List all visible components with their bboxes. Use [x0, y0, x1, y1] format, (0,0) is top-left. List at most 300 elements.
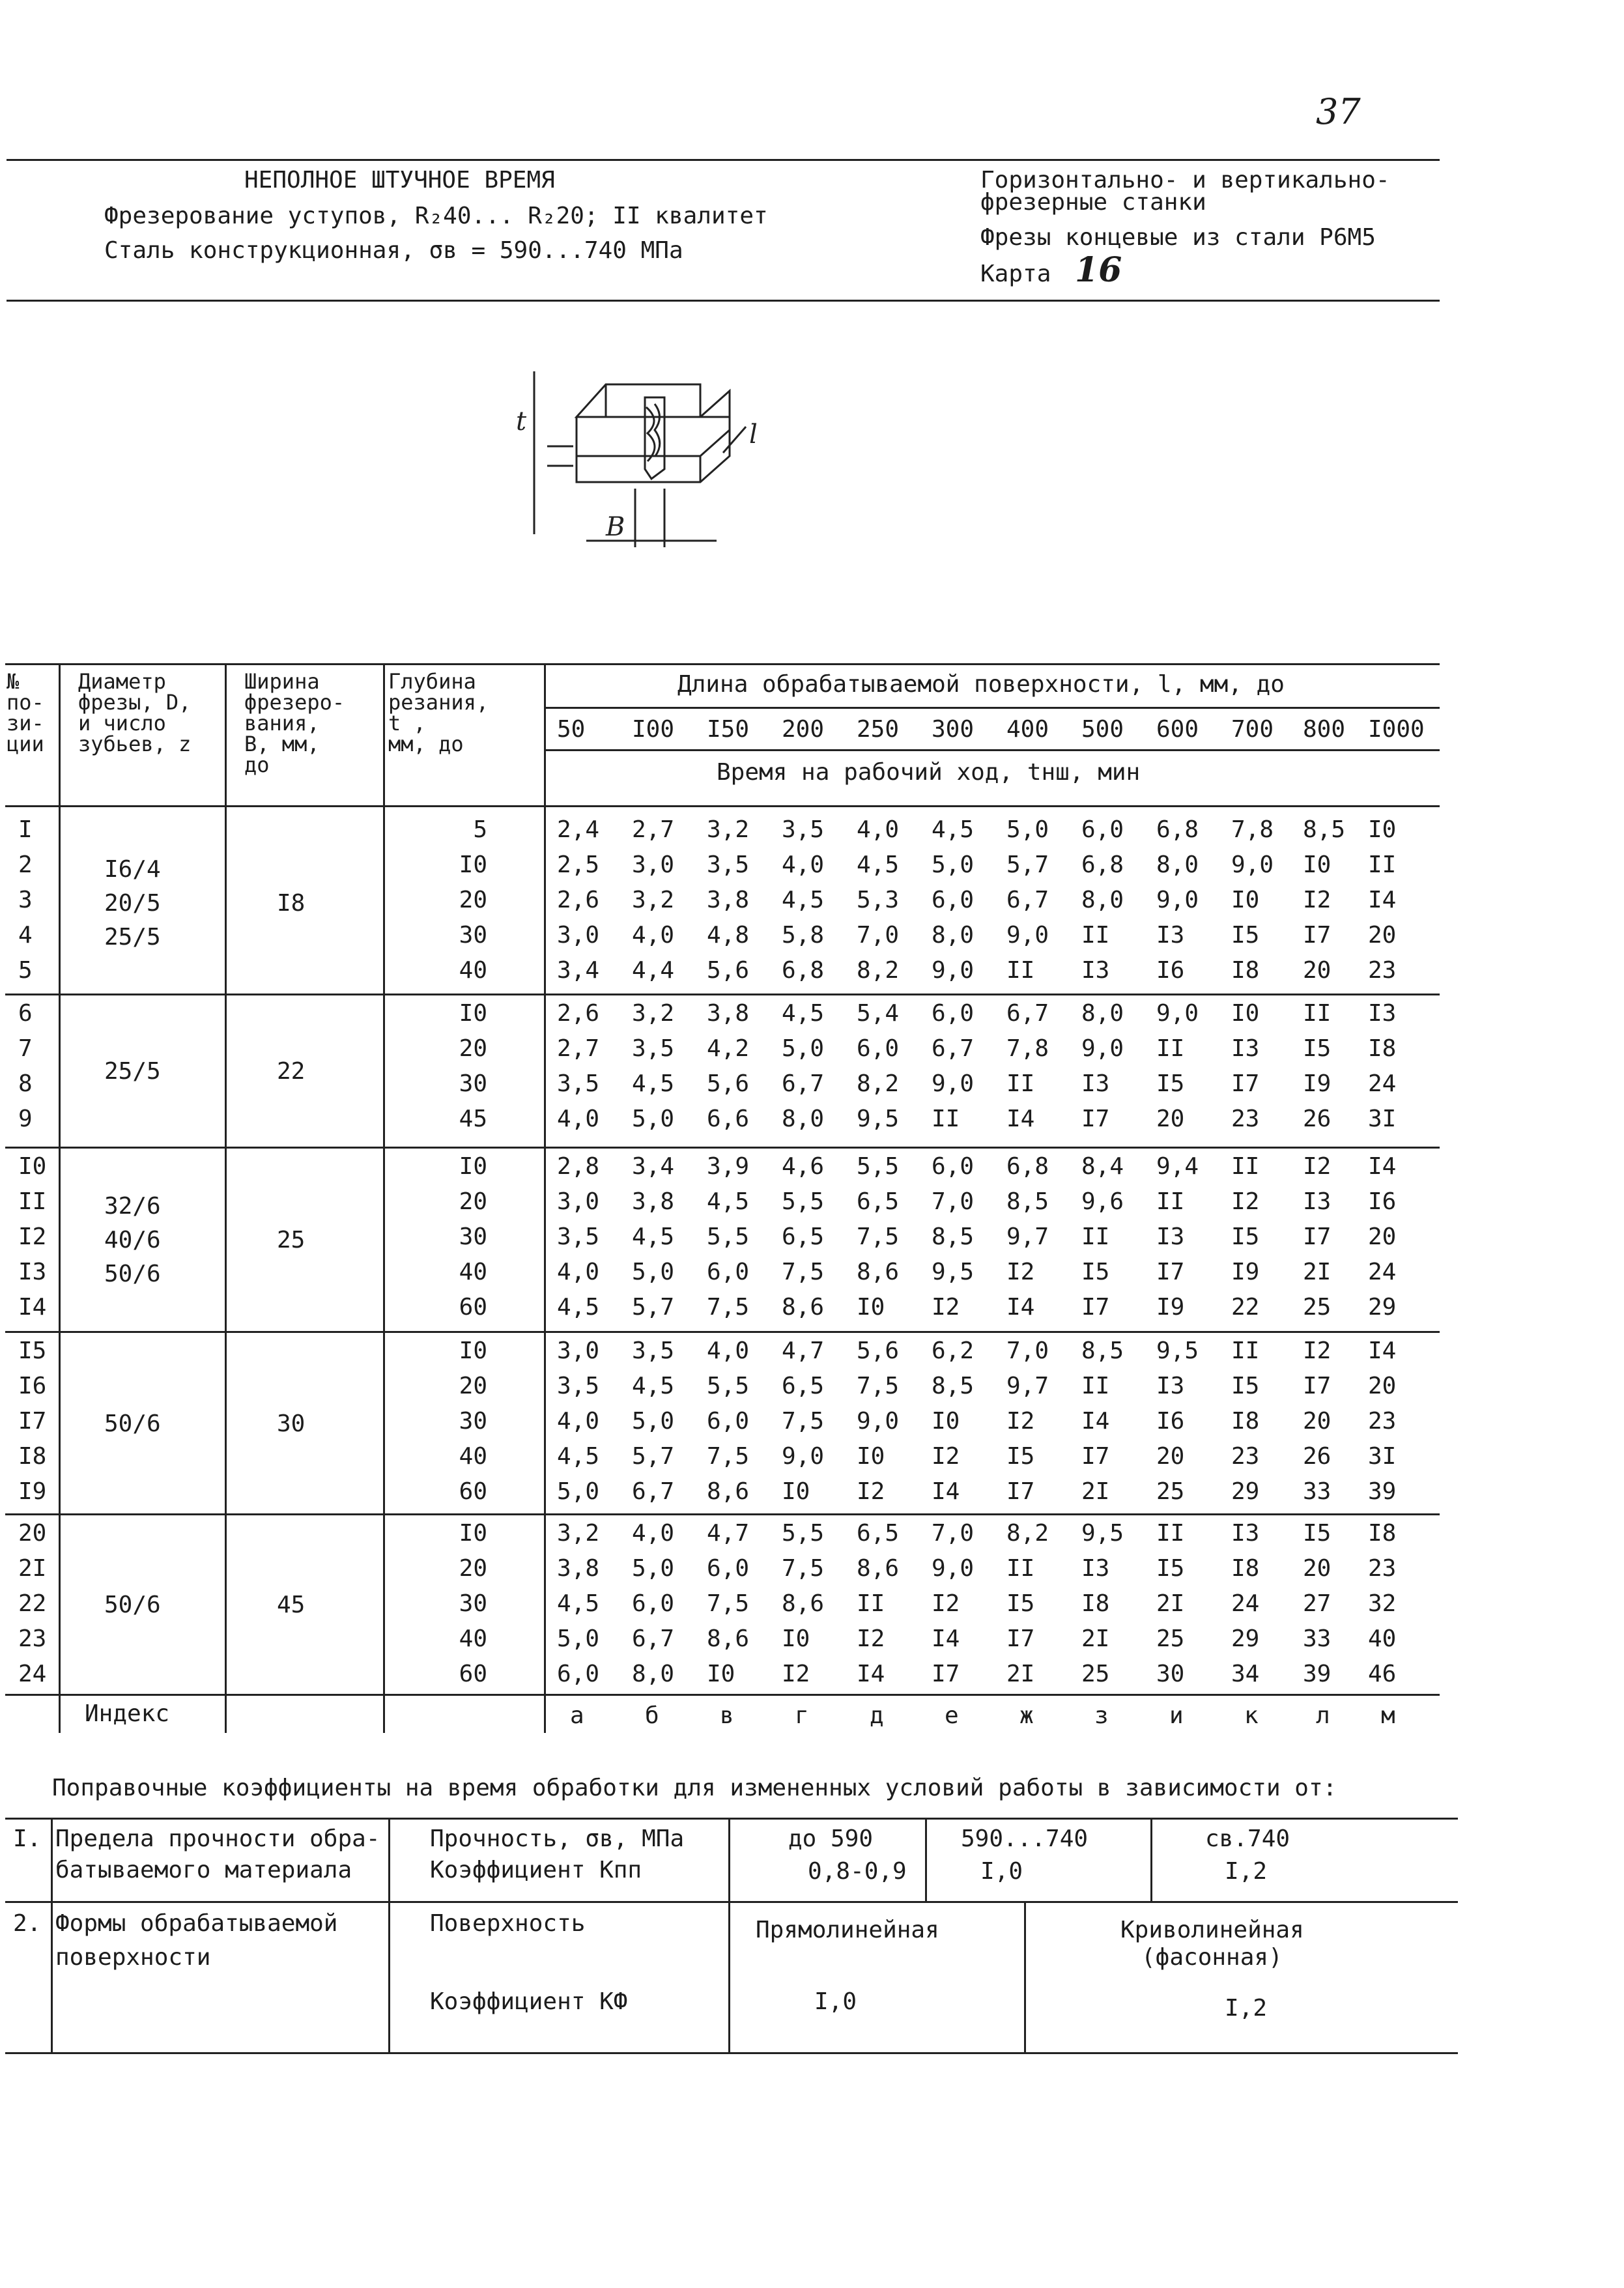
position-number: 22 [18, 1590, 47, 1617]
time-value: 3,0 [557, 922, 600, 949]
time-value: 24 [1368, 1259, 1397, 1285]
header-width: до [244, 752, 270, 777]
position-number: I5 [18, 1337, 47, 1364]
time-value: I4 [1368, 1337, 1397, 1364]
position-number: I7 [18, 1408, 47, 1435]
header-length-title: Длина обрабатываемой поверхности, l, мм, до [677, 671, 1285, 698]
time-value: I7 [932, 1661, 960, 1687]
time-value: 23 [1368, 957, 1397, 984]
group-rule [5, 1513, 1440, 1515]
time-value: 8,4 [1081, 1153, 1124, 1180]
time-value: 26 [1303, 1443, 1332, 1470]
correction-factor: батываемого материала [55, 1857, 352, 1883]
time-value: 33 [1303, 1478, 1332, 1505]
time-value: I3 [1081, 957, 1110, 984]
time-value: 9,0 [1231, 851, 1274, 878]
time-value: 6,0 [707, 1555, 750, 1582]
time-value: 8,2 [857, 1070, 900, 1097]
time-value: I0 [932, 1408, 960, 1435]
header-position: зи- [7, 711, 44, 736]
index-letter: м [1381, 1702, 1395, 1729]
time-value: 3,5 [782, 816, 825, 843]
time-value: I2 [932, 1590, 960, 1617]
time-value: 2,7 [632, 816, 675, 843]
time-value: 8,0 [632, 1661, 675, 1687]
time-value: I5 [1231, 922, 1260, 949]
corrections-mid-rule [5, 1901, 1458, 1903]
time-value: 7,0 [1006, 1337, 1049, 1364]
time-value: 3,8 [632, 1188, 675, 1215]
time-value: 9,5 [1156, 1337, 1199, 1364]
time-value: I9 [1303, 1070, 1332, 1097]
header-depth: мм, до [388, 732, 464, 756]
time-value: I3 [1368, 1000, 1397, 1027]
time-value: 5,6 [707, 1070, 750, 1097]
diagram-label-t: t [516, 407, 527, 436]
time-value: 6,5 [857, 1188, 900, 1215]
time-value: 7,5 [707, 1590, 750, 1617]
depth-value: 30 [459, 1408, 487, 1435]
corr-rule [1024, 1901, 1026, 2052]
depth-value: 20 [459, 1373, 487, 1399]
time-value: 4,5 [557, 1590, 600, 1617]
time-value: 2I [1081, 1625, 1110, 1652]
index-label: Индекс [85, 1700, 170, 1727]
correction-value: Прямолинейная [756, 1917, 939, 1943]
time-value: I6 [1368, 1188, 1397, 1215]
position-number: 2 [18, 851, 33, 878]
page-number: 37 [1316, 91, 1361, 132]
time-value: 23 [1368, 1555, 1397, 1582]
position-number: I6 [18, 1373, 47, 1399]
time-value: 5,0 [632, 1259, 675, 1285]
time-value: 9,0 [932, 957, 975, 984]
correction-param-label: Прочность, σв, МПа [430, 1825, 685, 1852]
time-value: 4,5 [707, 1188, 750, 1215]
time-value: 22 [1231, 1294, 1260, 1321]
time-value: 40 [1368, 1625, 1397, 1652]
time-value: 4,5 [557, 1443, 600, 1470]
time-value: 9,7 [1006, 1373, 1049, 1399]
depth-value: 30 [459, 1223, 487, 1250]
time-value: I2 [1303, 1337, 1332, 1364]
time-value: II [1156, 1520, 1185, 1547]
time-value: I4 [1368, 1153, 1397, 1180]
depth-value: 60 [459, 1661, 487, 1687]
diameter-value: 50/6 [104, 1261, 161, 1287]
time-value: 7,5 [707, 1294, 750, 1321]
index-letter: к [1244, 1702, 1259, 1729]
time-value: I4 [1081, 1408, 1110, 1435]
correction-value: (фасонная) [1141, 1944, 1283, 1971]
header-position: № [7, 669, 20, 694]
time-value: 3,2 [557, 1520, 600, 1547]
time-value: 9,0 [782, 1443, 825, 1470]
time-value: I2 [1231, 1188, 1260, 1215]
position-number: I0 [18, 1153, 47, 1180]
time-value: 8,0 [1081, 1000, 1124, 1027]
time-value: II [932, 1106, 960, 1132]
length-column-header: 200 [782, 716, 825, 743]
time-value: II [857, 1590, 885, 1617]
position-number: I [18, 816, 33, 843]
time-value: 2I [1081, 1478, 1110, 1505]
time-value: 4,5 [782, 1000, 825, 1027]
time-value: 8,5 [932, 1223, 975, 1250]
time-value: 23 [1231, 1106, 1260, 1132]
time-value: I8 [1231, 1408, 1260, 1435]
table-header-rule [5, 805, 1440, 807]
time-value: I7 [1081, 1443, 1110, 1470]
correction-coef: I,0 [814, 1988, 857, 2015]
time-value: II [1081, 922, 1110, 949]
length-column-header: 50 [557, 716, 586, 743]
time-value: I8 [1368, 1035, 1397, 1062]
depth-value: 5 [473, 816, 487, 843]
time-value: 25 [1081, 1661, 1110, 1687]
time-value: 20 [1303, 957, 1332, 984]
time-value: I7 [1081, 1294, 1110, 1321]
time-value: I8 [1231, 957, 1260, 984]
time-value: II [1006, 1555, 1035, 1582]
time-value: 4,0 [557, 1259, 600, 1285]
time-value: 23 [1368, 1408, 1397, 1435]
time-value: I3 [1231, 1035, 1260, 1062]
time-value: I0 [857, 1443, 885, 1470]
depth-value: 30 [459, 922, 487, 949]
time-value: 2,6 [557, 1000, 600, 1027]
time-value: 9,0 [1081, 1035, 1124, 1062]
group-rule [5, 1694, 1440, 1696]
position-number: I4 [18, 1294, 47, 1321]
width-value: I8 [277, 889, 306, 917]
correction-coef: I,2 [1225, 1995, 1268, 2022]
diameter-value: 40/6 [104, 1227, 161, 1253]
time-value: 3I [1368, 1106, 1397, 1132]
time-value: I3 [1156, 1223, 1185, 1250]
length-column-header: 300 [932, 716, 975, 743]
time-value: 7,5 [857, 1223, 900, 1250]
time-value: 9,0 [857, 1408, 900, 1435]
time-value: 6,8 [1006, 1153, 1049, 1180]
time-value: 5,7 [632, 1294, 675, 1321]
diagram-label-l: l [749, 420, 758, 450]
time-value: 5,3 [857, 887, 900, 913]
depth-value: 40 [459, 1443, 487, 1470]
time-value: I7 [1006, 1478, 1035, 1505]
position-number: I2 [18, 1223, 47, 1250]
time-value: 8,6 [707, 1478, 750, 1505]
time-value: 46 [1368, 1661, 1397, 1687]
group-rule [5, 994, 1440, 995]
time-value: 4,5 [782, 887, 825, 913]
time-value: 6,8 [782, 957, 825, 984]
time-value: 39 [1303, 1661, 1332, 1687]
time-value: 2,7 [557, 1035, 600, 1062]
time-value: 4,7 [782, 1337, 825, 1364]
width-value: 45 [277, 1592, 306, 1618]
time-value: I2 [782, 1661, 810, 1687]
corr-rule [925, 1818, 927, 1901]
correction-coef: I,0 [980, 1858, 1023, 1885]
time-value: I9 [1156, 1294, 1185, 1321]
milling-diagram [508, 365, 795, 560]
time-value: I3 [1231, 1520, 1260, 1547]
time-value: I5 [1231, 1373, 1260, 1399]
position-number: I9 [18, 1478, 47, 1505]
corrections-top-rule [5, 1818, 1458, 1820]
time-value: 8,6 [857, 1259, 900, 1285]
header-width: В, мм, [244, 732, 320, 756]
time-value: 3,9 [707, 1153, 750, 1180]
time-value: I0 [1231, 1000, 1260, 1027]
correction-factor: Предела прочности обра- [55, 1825, 380, 1852]
time-value: 3,8 [707, 887, 750, 913]
corr-rule [388, 1818, 390, 2052]
lengths-top-rule [544, 707, 1440, 709]
time-value: II [1081, 1373, 1110, 1399]
time-value: 3,5 [557, 1373, 600, 1399]
correction-value: Криволинейная [1120, 1917, 1304, 1943]
width-value: 22 [277, 1058, 306, 1085]
time-value: II [1368, 851, 1397, 878]
time-value: I0 [707, 1661, 735, 1687]
position-number: 7 [18, 1035, 33, 1062]
time-value: 7,5 [707, 1443, 750, 1470]
time-value: 20 [1368, 922, 1397, 949]
time-value: 6,8 [1156, 816, 1199, 843]
header-depth: Глубина [388, 669, 476, 694]
time-value: 6,5 [782, 1373, 825, 1399]
position-number: 2I [18, 1555, 47, 1582]
diameter-value: 50/6 [104, 1592, 161, 1618]
time-value: I2 [1303, 887, 1332, 913]
time-value: 4,2 [707, 1035, 750, 1062]
time-value: 3,8 [707, 1000, 750, 1027]
time-value: 8,6 [707, 1625, 750, 1652]
length-column-header: 250 [857, 716, 900, 743]
time-value: 3,0 [557, 1337, 600, 1364]
time-value: I2 [1006, 1259, 1035, 1285]
time-value: I5 [1156, 1555, 1185, 1582]
time-value: 27 [1303, 1590, 1332, 1617]
group-rule [5, 1331, 1440, 1333]
time-value: 3,4 [557, 957, 600, 984]
time-value: 7,5 [782, 1259, 825, 1285]
correction-param-label: Коэффициент Кпп [430, 1857, 642, 1883]
time-value: 3,5 [632, 1035, 675, 1062]
time-value: 20 [1303, 1408, 1332, 1435]
header-width: фрезеро- [244, 690, 345, 715]
corr-rule [728, 1818, 730, 2052]
index-letter: д [870, 1702, 884, 1729]
time-value: 2,5 [557, 851, 600, 878]
depth-value: 60 [459, 1478, 487, 1505]
time-value: 5,5 [782, 1520, 825, 1547]
table-col-rule [383, 663, 385, 1733]
time-value: 5,0 [632, 1555, 675, 1582]
time-value: 9,5 [932, 1259, 975, 1285]
index-letter: г [795, 1702, 809, 1729]
time-value: 6,7 [632, 1625, 675, 1652]
time-value: I2 [932, 1443, 960, 1470]
time-value: I8 [1368, 1520, 1397, 1547]
time-value: 7,8 [1006, 1035, 1049, 1062]
time-value: 20 [1368, 1373, 1397, 1399]
time-value: 5,7 [1006, 851, 1049, 878]
time-value: 8,0 [932, 922, 975, 949]
time-value: 5,4 [857, 1000, 900, 1027]
time-value: 6,0 [1081, 816, 1124, 843]
diameter-value: 32/6 [104, 1193, 161, 1220]
time-value: 4,0 [557, 1408, 600, 1435]
time-value: I7 [1303, 1373, 1332, 1399]
depth-value: 40 [459, 1259, 487, 1285]
position-number: I8 [18, 1443, 47, 1470]
time-value: 5,5 [707, 1373, 750, 1399]
time-value: 8,6 [782, 1294, 825, 1321]
time-value: I6 [1156, 1408, 1185, 1435]
position-number: 6 [18, 1000, 33, 1027]
time-value: 8,6 [857, 1555, 900, 1582]
time-value: I6 [1156, 957, 1185, 984]
corr-rule [51, 1818, 53, 2052]
time-value: 5,0 [782, 1035, 825, 1062]
time-value: I7 [1156, 1259, 1185, 1285]
time-value: II [1081, 1223, 1110, 1250]
time-value: I3 [1081, 1555, 1110, 1582]
length-column-header: 600 [1156, 716, 1199, 743]
lengths-bottom-rule [544, 749, 1440, 751]
header-diameter: зубьев, z [78, 732, 192, 756]
time-value: 6,0 [932, 1000, 975, 1027]
time-value: I4 [1006, 1106, 1035, 1132]
depth-value: 20 [459, 887, 487, 913]
time-value: 4,5 [632, 1223, 675, 1250]
index-letter: з [1094, 1702, 1109, 1729]
time-value: 9,0 [1156, 887, 1199, 913]
table-col-rule [544, 663, 546, 1733]
position-number: 3 [18, 887, 33, 913]
position-number: 8 [18, 1070, 33, 1097]
time-value: 4,5 [557, 1294, 600, 1321]
depth-value: I0 [459, 1000, 487, 1027]
time-value: 20 [1156, 1443, 1185, 1470]
time-value: 8,5 [1303, 816, 1346, 843]
time-value: 3,2 [707, 816, 750, 843]
time-value: 6,7 [1006, 1000, 1049, 1027]
time-value: 4,0 [632, 922, 675, 949]
correction-factor: поверхности [55, 1944, 211, 1971]
position-number: I3 [18, 1259, 47, 1285]
time-value: 6,7 [782, 1070, 825, 1097]
header-depth: резания, [388, 690, 489, 715]
time-value: 3,5 [557, 1070, 600, 1097]
time-value: 4,0 [707, 1337, 750, 1364]
time-value: I5 [1303, 1520, 1332, 1547]
time-value: 9,0 [932, 1070, 975, 1097]
index-letter: а [570, 1702, 584, 1729]
length-column-header: I000 [1368, 716, 1425, 743]
time-value: I0 [857, 1294, 885, 1321]
time-value: 29 [1231, 1478, 1260, 1505]
width-value: 30 [277, 1410, 306, 1437]
depth-value: 45 [459, 1106, 487, 1132]
correction-factor: Формы обрабатываемой [55, 1910, 338, 1937]
correction-value: до 590 [788, 1825, 874, 1852]
time-value: I8 [1231, 1555, 1260, 1582]
width-value: 25 [277, 1227, 306, 1253]
length-column-header: I50 [707, 716, 750, 743]
header-diameter: фрезы, D, [78, 690, 192, 715]
header-top-rule [7, 159, 1440, 161]
time-value: 5,0 [557, 1478, 600, 1505]
length-column-header: 400 [1006, 716, 1049, 743]
time-value: 25 [1156, 1478, 1185, 1505]
header-time-title: Время на рабочий ход, tнш, мин [717, 759, 1141, 786]
time-value: 20 [1303, 1555, 1332, 1582]
time-value: 3,2 [632, 1000, 675, 1027]
time-value: 6,0 [557, 1661, 600, 1687]
header-diameter: и число [78, 711, 166, 736]
depth-value: 40 [459, 957, 487, 984]
header-width: вания, [244, 711, 320, 736]
time-value: 8,5 [1081, 1337, 1124, 1364]
table-top-rule [5, 663, 1440, 665]
time-value: 5,7 [632, 1443, 675, 1470]
time-value: 6,0 [707, 1259, 750, 1285]
time-value: 7,0 [857, 922, 900, 949]
time-value: 7,5 [857, 1373, 900, 1399]
time-value: 33 [1303, 1625, 1332, 1652]
corrections-title: Поправочные коэффициенты на время обработки для измененных условий работы в зависимости от: [52, 1775, 1337, 1801]
time-value: I3 [1081, 1070, 1110, 1097]
depth-value: I0 [459, 1153, 487, 1180]
time-value: I2 [1006, 1408, 1035, 1435]
depth-value: 60 [459, 1294, 487, 1321]
time-value: 25 [1303, 1294, 1332, 1321]
time-value: 9,7 [1006, 1223, 1049, 1250]
time-value: 6,8 [1081, 851, 1124, 878]
time-value: 2I [1006, 1661, 1035, 1687]
time-value: 9,5 [1081, 1520, 1124, 1547]
time-value: 8,2 [857, 957, 900, 984]
position-number: II [18, 1188, 47, 1215]
header-machine-line1: Горизонтально- и вертикально- [980, 167, 1390, 193]
time-value: 9,0 [1006, 922, 1049, 949]
time-value: 6,0 [632, 1590, 675, 1617]
time-value: 3,4 [632, 1153, 675, 1180]
time-value: 4,5 [857, 851, 900, 878]
time-value: 3,2 [632, 887, 675, 913]
position-number: 9 [18, 1106, 33, 1132]
time-value: I0 [782, 1625, 810, 1652]
diameter-value: 25/5 [104, 1058, 161, 1085]
header-machine-line2: фрезерные станки [980, 189, 1206, 216]
time-value: 34 [1231, 1661, 1260, 1687]
time-value: 7,8 [1231, 816, 1274, 843]
time-value: 9,0 [1156, 1000, 1199, 1027]
header-position: ции [7, 732, 44, 756]
time-value: 6,6 [707, 1106, 750, 1132]
correction-param-label: Поверхность [430, 1910, 586, 1937]
time-value: 5,6 [707, 957, 750, 984]
time-value: 4,0 [857, 816, 900, 843]
time-value: II [1156, 1188, 1185, 1215]
depth-value: 30 [459, 1590, 487, 1617]
time-value: 6,5 [857, 1520, 900, 1547]
time-value: I4 [1368, 887, 1397, 913]
